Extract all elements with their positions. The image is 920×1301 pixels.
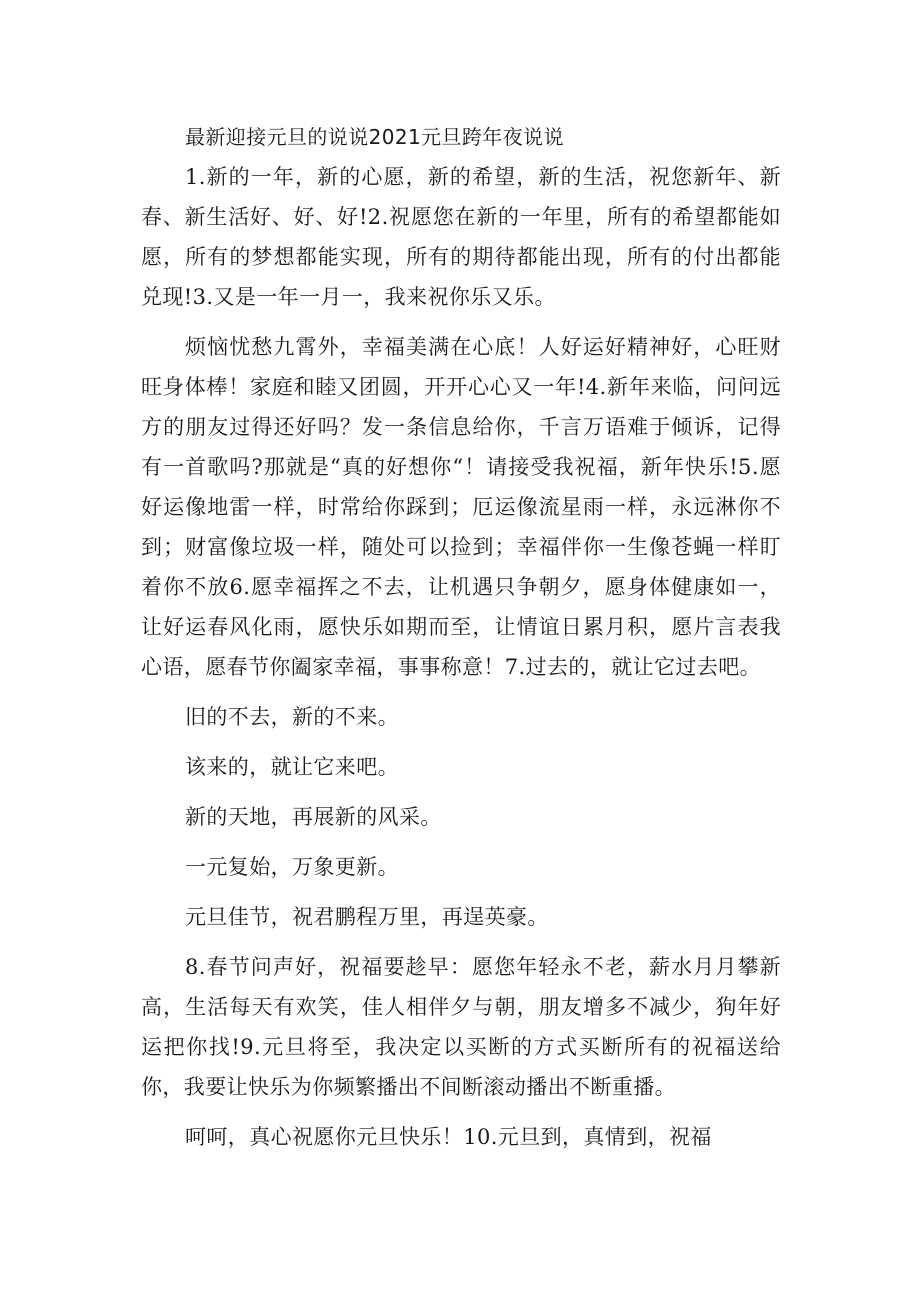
verse-line-3: 新的天地，再展新的风采。	[185, 805, 442, 829]
document-body	[141, 118, 781, 1157]
document-title: 最新迎接元旦的说说2021元旦跨年夜说说	[185, 125, 564, 149]
paragraph-1: 1.新的一年，新的心愿，新的希望，新的生活，祝您新年、新春、新生活好、好、好!2.祝愿您在新的一年里，所有的希望都能如愿，所有的梦想都能实现，所有的期待都能出现，所有的付出都能兑现!3.又是一年一月一，我来祝你乐又乐。	[141, 165, 781, 309]
paragraph-3: 8.春节问声好，祝福要趁早：愿您年轻永不老，薪水月月攀新高，生活每天有欢笑，佳人相伴夕与朝，朋友增多不减少，狗年好运把你找!9.元旦将至，我决定以买断的方式买断所有的祝福送给你，我要让快乐为你频繁播出不间断滚动播出不断重播。	[141, 955, 781, 1099]
paragraph-2: 烦恼忧愁九霄外，幸福美满在心底！人好运好精神好，心旺财旺身体棒！家庭和睦又团圆，开开心心又一年!4.新年来临，问问远方的朋友过得还好吗？发一条信息给你，千言万语难于倾诉，记得有一首歌吗?那就是“真的好想你“！请接受我祝福，新年快乐!5.愿好运像地雷一样，时常给你踩到；厄运像流星雨一样，永远淋你不到；财富像垃圾一样，随处可以捡到；幸福伴你一生像苍蝇一样盯着你不放6.愿幸福挥之不去，让机遇只争朝夕，愿身体健康如一，让好运春风化雨，愿快乐如期而至，让情谊日累月积，愿片言表我心语，愿春节你阖家幸福，事事称意！7.过去的，就让它过去吧。	[141, 335, 781, 679]
verse-line-1: 旧的不去，新的不来。	[185, 705, 399, 729]
verse-line-2: 该来的，就让它来吧。	[185, 755, 399, 779]
verse-lines	[141, 697, 781, 937]
verse-line-5: 元旦佳节，祝君鹏程万里，再逞英豪。	[185, 905, 549, 929]
verse-line-4: 一元复始，万象更新。	[185, 855, 399, 879]
paragraph-4: 呵呵，真心祝愿你元旦快乐！10.元旦到，真情到，祝福	[185, 1125, 712, 1149]
